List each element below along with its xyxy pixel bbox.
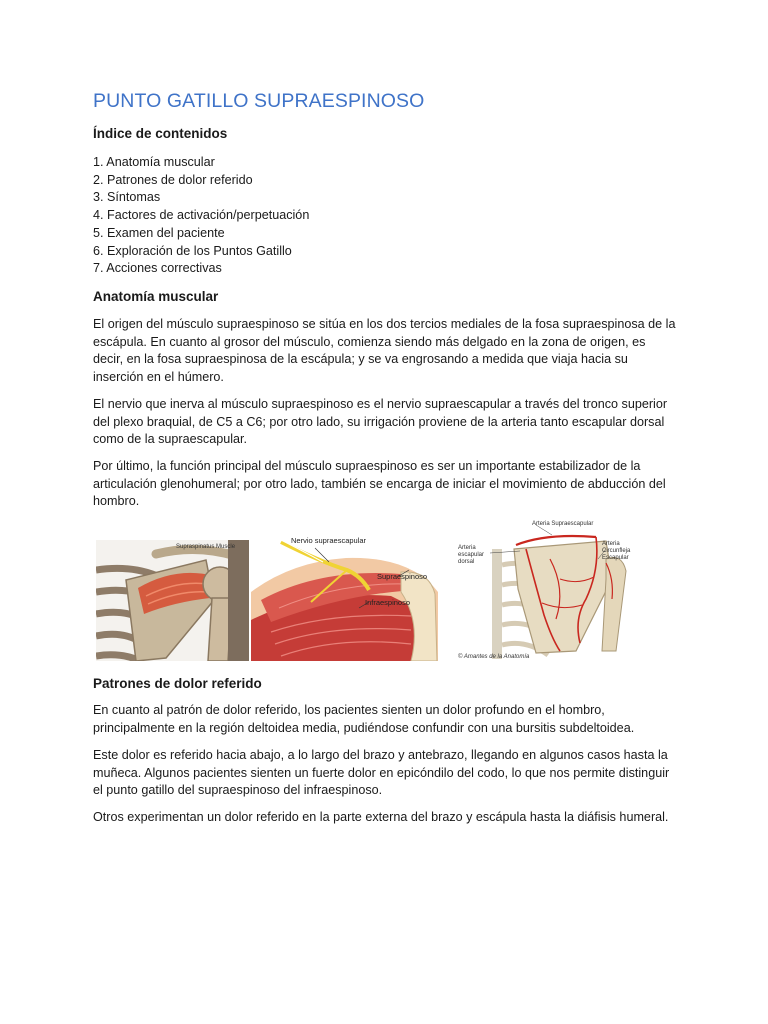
toc-item: 6. Exploración de los Puntos Gatillo [93,243,292,258]
paragraph: El nervio que inerva al músculo supraespinoso es el nervio supraescapular a través del tronco superior del plexo braquial, de C5 a C6; por otro lado, su irrigación proviene de la arteria tanto escapular dorsal como de la supraescapular. [93,397,668,447]
page-title: PUNTO GATILLO SUPRAESPINOSO [93,90,425,112]
toc-item: 5. Examen del paciente [93,225,225,240]
section-heading-referred-pain: Patrones de dolor referido [93,676,262,691]
figure-suprascapular-nerve [251,532,438,661]
paragraph: Por último, la función principal del músculo supraespinoso es ser un importante estabilizador de la articulación glenohumeral; por otro lado, también se encarga de iniciar el movimiento de abducción del hombro. [93,459,666,509]
label-suprascapular-artery: Arteria Supraescapular [532,521,594,527]
paragraph: El origen del músculo supraespinoso se sitúa en los dos tercios mediales de la fosa supraespinosa de la escápula. En cuanto al grosor del músculo, comienza siendo más delgado en la zona de origen, es decir, en la fosa supraespinosa de la escápula; y se va engrosando a medida que viaja hacia su inserción en el húmero. [93,317,676,384]
toc-item: 1. Anatomía muscular [93,155,215,169]
figure-supraspinatus-skeleton [96,540,249,661]
toc-heading: Índice de contenidos [93,126,228,141]
label-dorsal-scapular-artery: Arteria escapular dorsal [458,545,485,565]
label-supraspinatus: Supraespinoso [377,572,428,581]
toc-item: 3. Síntomas [93,190,161,205]
figure-scapular-arteries [456,519,645,663]
figure-credit: © Amantes de la Anatomía [458,654,530,660]
figure-caption: Supraspinatus Muscle [176,544,236,550]
section-heading-anatomy: Anatomía muscular [93,289,219,304]
label-suprascapular-nerve: Nervio supraescapular [291,536,367,545]
label-circumflex-scapular-artery: Arteria Circunfleja Escapular [602,541,631,561]
toc-list [93,154,309,278]
paragraph: En cuanto al patrón de dolor referido, los pacientes sienten un dolor profundo en el hombro, principalmente en la región deltoidea media, pudiéndose confundir con una bursitis subdeltoidea. [93,703,635,735]
toc-item: 7. Acciones correctivas [93,261,222,276]
toc-item: 2. Patrones de dolor referido [93,172,253,187]
paragraph: Otros experimentan un dolor referido en la parte externa del brazo y escápula hasta la diáfisis humeral. [93,810,669,824]
label-infraspinatus: Infraespinoso [365,598,411,607]
shoulder-muscle-illustration [251,532,438,661]
shoulder-skeleton-illustration [96,540,249,661]
paragraph: Este dolor es referido hacia abajo, a lo largo del brazo y antebrazo, llegando en algunos casos hasta la muñeca. Algunos pacientes sienten un fuerte dolor en epicóndilo del codo, lo que nos permite distinguir el punto gatillo del supraespinoso del infraespinoso. [93,748,670,798]
toc-item: 4. Factores de activación/perpetuación [93,208,310,223]
